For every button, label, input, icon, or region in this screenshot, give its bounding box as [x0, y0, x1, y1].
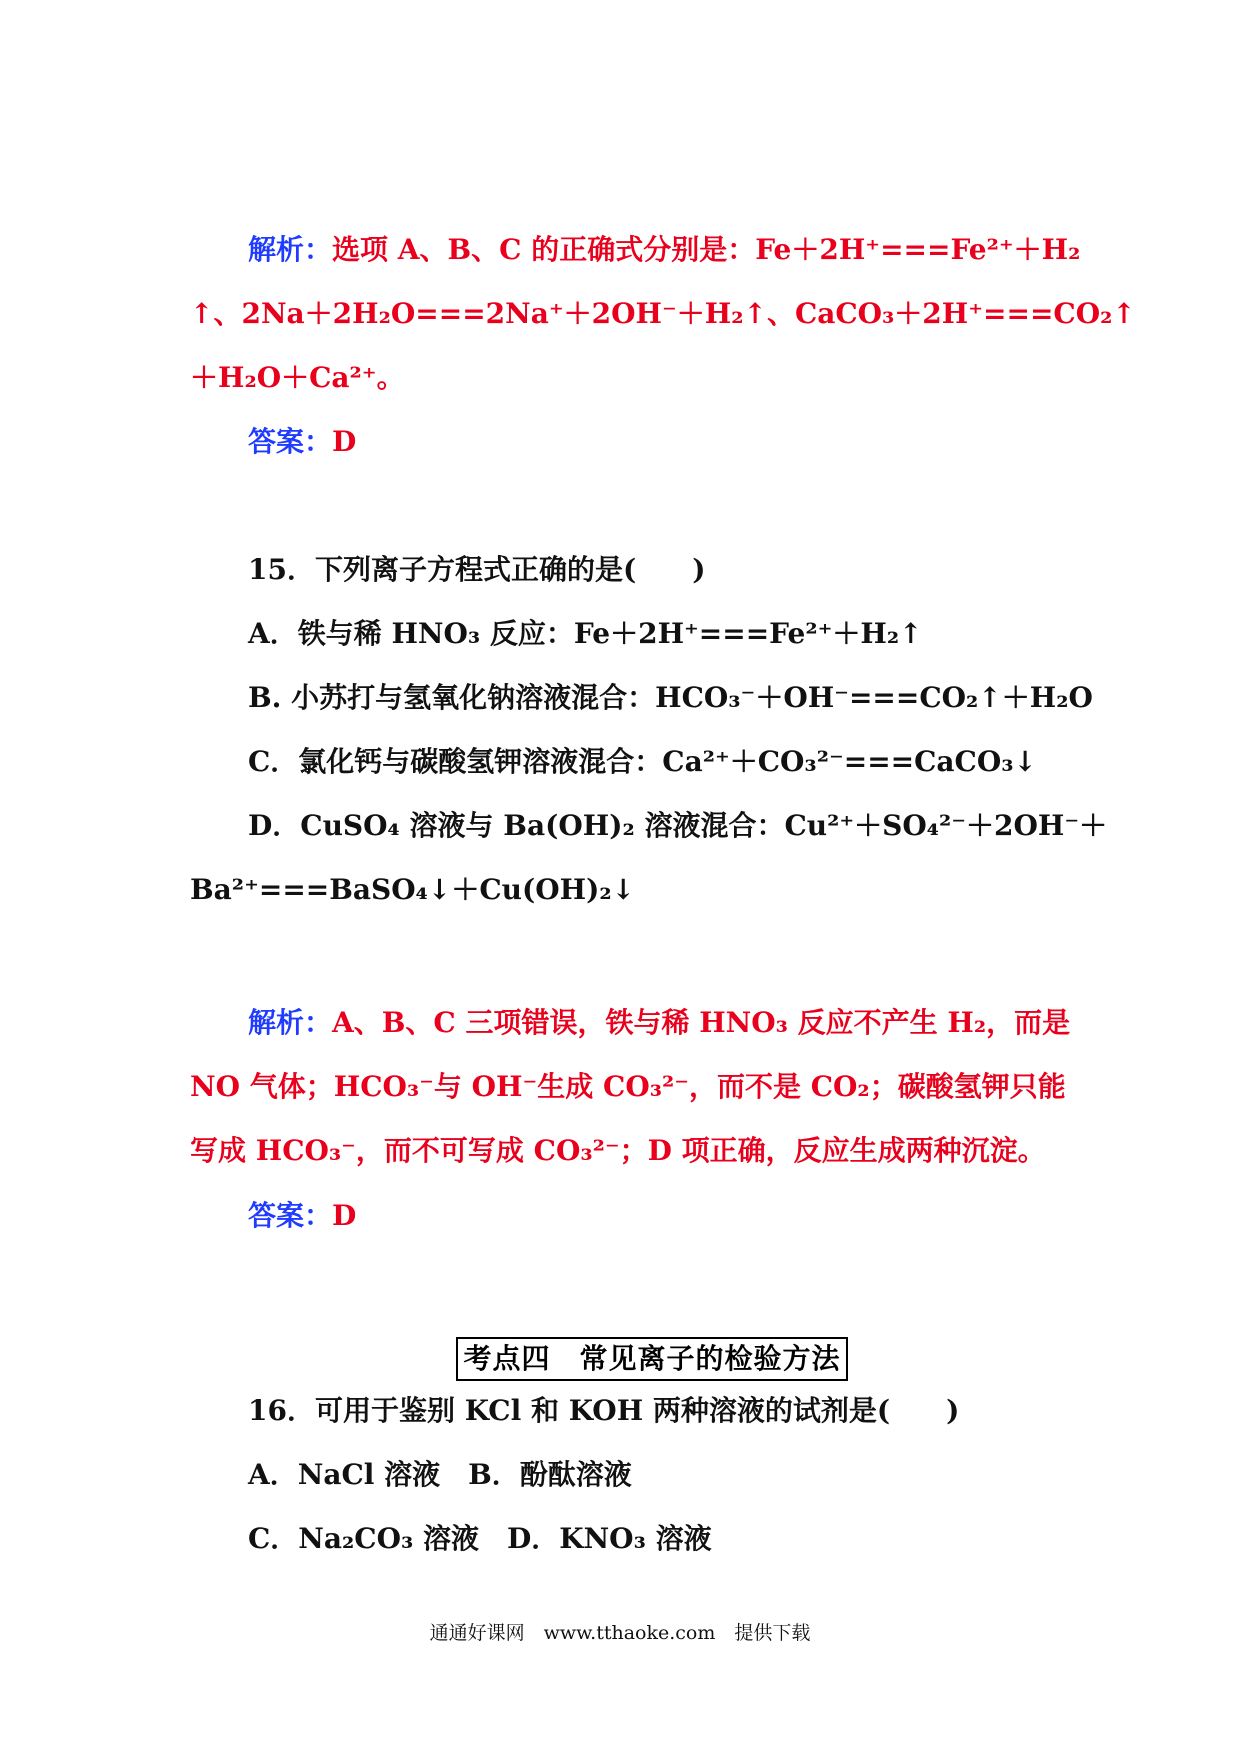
analysis15-line2: NO 气体；HCO₃⁻与 OH⁻生成 CO₃²⁻，而不是 CO₂；碳酸氢钾只能: [190, 1070, 1066, 1103]
analysis-label: 解析：: [248, 1006, 333, 1039]
analysis-text: 选项 A、B、C 的正确式分别是：Fe＋2H⁺===Fe²⁺＋H₂: [332, 233, 1081, 266]
answer15: [248, 1196, 1108, 1236]
question15-option-c: C．氯化钙与碳酸氢钾溶液混合：Ca²⁺＋CO₃²⁻===CaCO₃↓: [248, 745, 1037, 778]
question16-options-cd: C．Na₂CO₃ 溶液 D．KNO₃ 溶液: [248, 1522, 712, 1555]
analysis14-line3: ＋H₂O＋Ca²⁺。: [190, 361, 405, 394]
question15-option-d-line2: Ba²⁺===BaSO₄↓＋Cu(OH)₂↓: [190, 873, 636, 906]
answer-value: D: [332, 425, 357, 458]
question15-option-a: A．铁与稀 HNO₃ 反应：Fe＋2H⁺===Fe²⁺＋H₂↑: [248, 617, 923, 650]
analysis14-line1: [248, 230, 1108, 270]
answer14: [248, 422, 1108, 462]
question16-stem: 16．可用于鉴别 KCl 和 KOH 两种溶液的试剂是( ): [248, 1394, 960, 1427]
analysis-text: A、B、C 三项错误，铁与稀 HNO₃ 反应不产生 H₂，而是: [332, 1006, 1071, 1039]
answer-label: 答案：: [248, 425, 333, 458]
question15-option-b: B. 小苏打与氢氧化钠溶液混合：HCO₃⁻＋OH⁻===CO₂↑＋H₂O: [248, 681, 1093, 714]
analysis15-line1: [248, 1003, 1108, 1043]
analysis-label: 解析：: [248, 233, 333, 266]
question15-stem: 15．下列离子方程式正确的是( ): [248, 553, 706, 586]
answer-value: D: [332, 1199, 357, 1232]
section-title: 考点四 常见离子的检验方法: [456, 1337, 848, 1381]
analysis14-line2: ↑、2Na＋2H₂O===2Na⁺＋2OH⁻＋H₂↑、CaCO₃＋2H⁺===CO₂↑: [190, 297, 1136, 330]
analysis15-line3: 写成 HCO₃⁻，而不可写成 CO₃²⁻；D 项正确，反应生成两种沉淀。: [190, 1134, 1046, 1167]
page-footer: 通通好课网 www.tthaoke.com 提供下载: [429, 1622, 811, 1644]
question15-option-d-line1: D．CuSO₄ 溶液与 Ba(OH)₂ 溶液混合：Cu²⁺＋SO₄²⁻＋2OH⁻＋: [248, 809, 1108, 842]
question16-options-ab: A．NaCl 溶液 B．酚酞溶液: [248, 1458, 632, 1491]
answer-label: 答案：: [248, 1199, 333, 1232]
